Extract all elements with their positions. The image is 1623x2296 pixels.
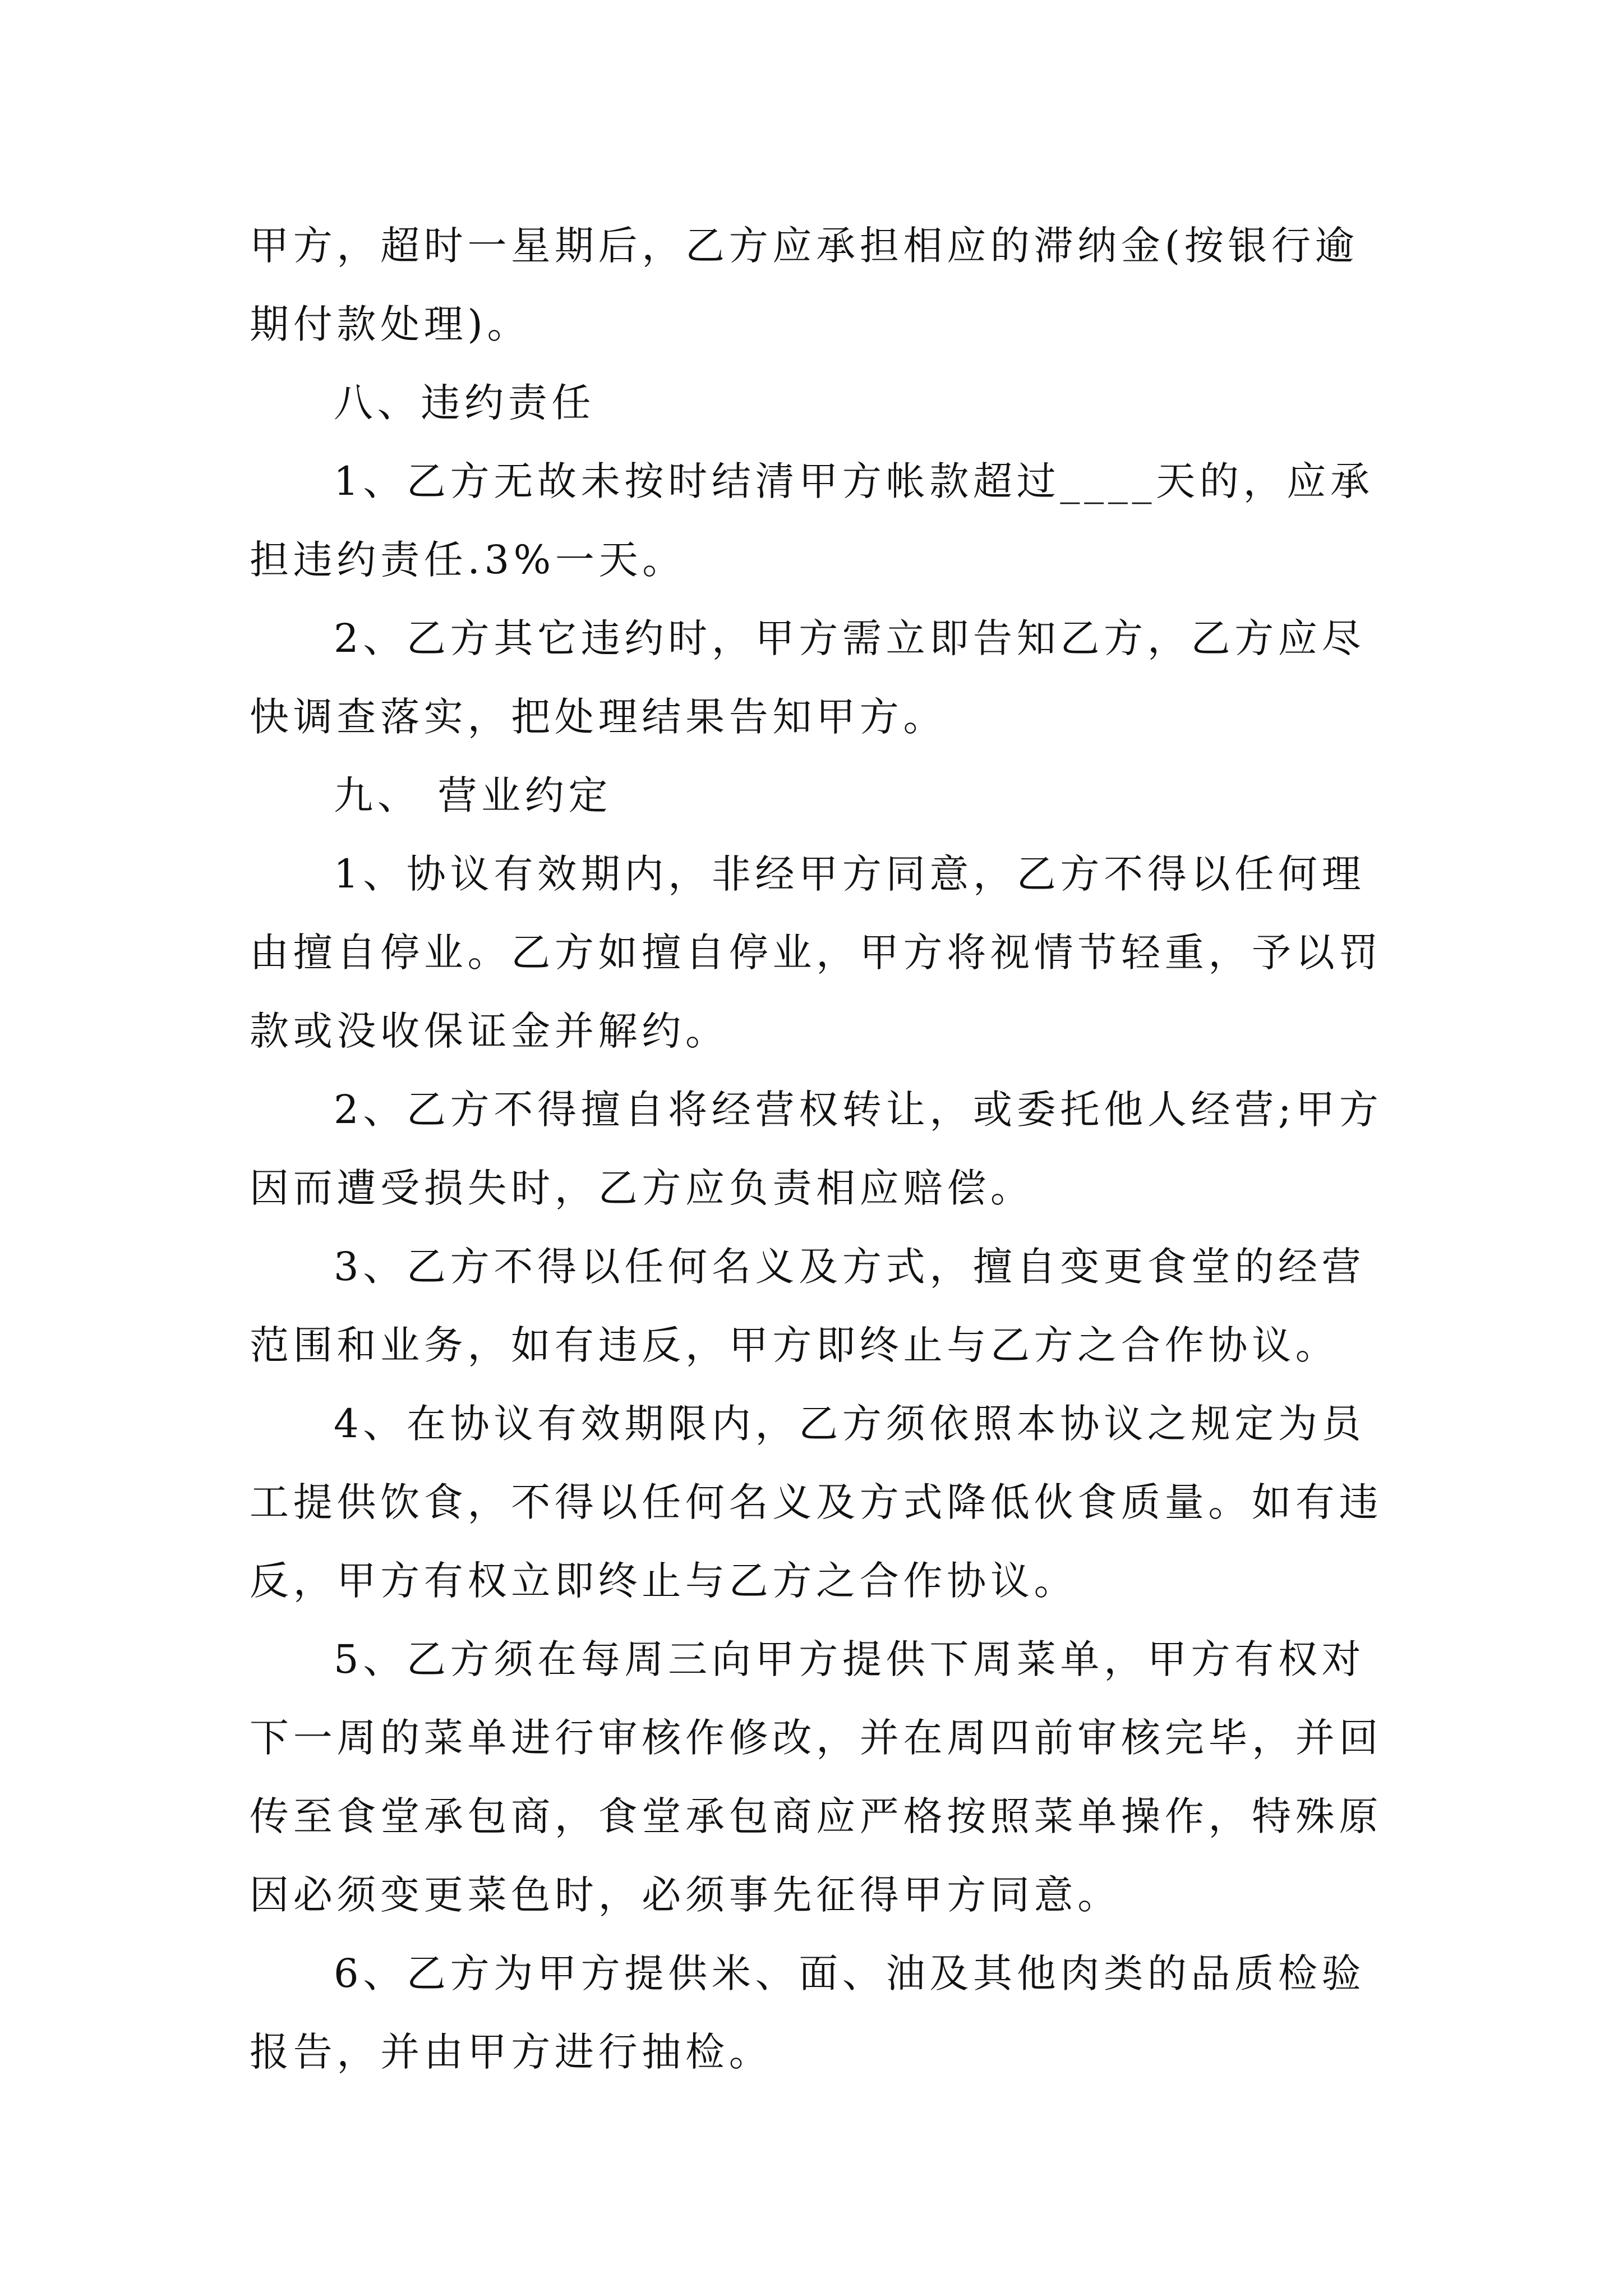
- text-line: 传至食堂承包商，食堂承包商应严格按照菜单操作，特殊原: [250, 1793, 1383, 1839]
- text-line: 2、乙方不得擅自将经营权转让，或委托他人经营;甲方: [334, 1087, 1383, 1133]
- text-line: 期付款处理)。: [250, 301, 531, 347]
- text-line: 甲方，超时一星期后，乙方应承担相应的滞纳金(按银行逾: [250, 223, 1359, 269]
- text-line: 反，甲方有权立即终止与乙方之合作协议。: [250, 1558, 1078, 1604]
- text-line: 工提供饮食，不得以任何名义及方式降低伙食质量。如有违: [250, 1479, 1383, 1525]
- text-line: 下一周的菜单进行审核作修改，并在周四前审核完毕，并回: [250, 1715, 1383, 1761]
- text-line: 6、乙方为甲方提供米、面、油及其他肉类的品质检验: [334, 1950, 1366, 1996]
- text-line: 因必须变更菜色时，必须事先征得甲方同意。: [250, 1872, 1121, 1918]
- text-line: 3、乙方不得以任何名义及方式，擅自变更食堂的经营: [334, 1244, 1366, 1290]
- text-line: 范围和业务，如有违反，甲方即终止与乙方之合作协议。: [250, 1322, 1339, 1368]
- text-line: 因而遭受损失时，乙方应负责相应赔偿。: [250, 1165, 1034, 1211]
- text-line: 报告，并由甲方进行抽检。: [250, 2029, 773, 2075]
- section-heading: 八、违约责任: [334, 380, 596, 426]
- document-body: [250, 206, 1388, 2091]
- text-line: 1、乙方无故未按时结清甲方帐款超过____天的，应承: [334, 458, 1374, 504]
- text-line: 快调查落实，把处理结果告知甲方。: [250, 694, 947, 740]
- section-heading: 九、 营业约定: [334, 772, 612, 818]
- text-line: 4、在协议有效期限内，乙方须依照本协议之规定为员: [334, 1401, 1366, 1447]
- text-line: 1、协议有效期内，非经甲方同意，乙方不得以任何理: [334, 851, 1366, 897]
- text-line: 款或没收保证金并解约。: [250, 1008, 729, 1054]
- text-line: 2、乙方其它违约时，甲方需立即告知乙方，乙方应尽: [334, 615, 1366, 661]
- text-line: 5、乙方须在每周三向甲方提供下周菜单，甲方有权对: [334, 1636, 1366, 1682]
- text-line: 由擅自停业。乙方如擅自停业，甲方将视情节轻重，予以罚: [250, 930, 1383, 976]
- text-line: 担违约责任.3%一天。: [250, 537, 686, 583]
